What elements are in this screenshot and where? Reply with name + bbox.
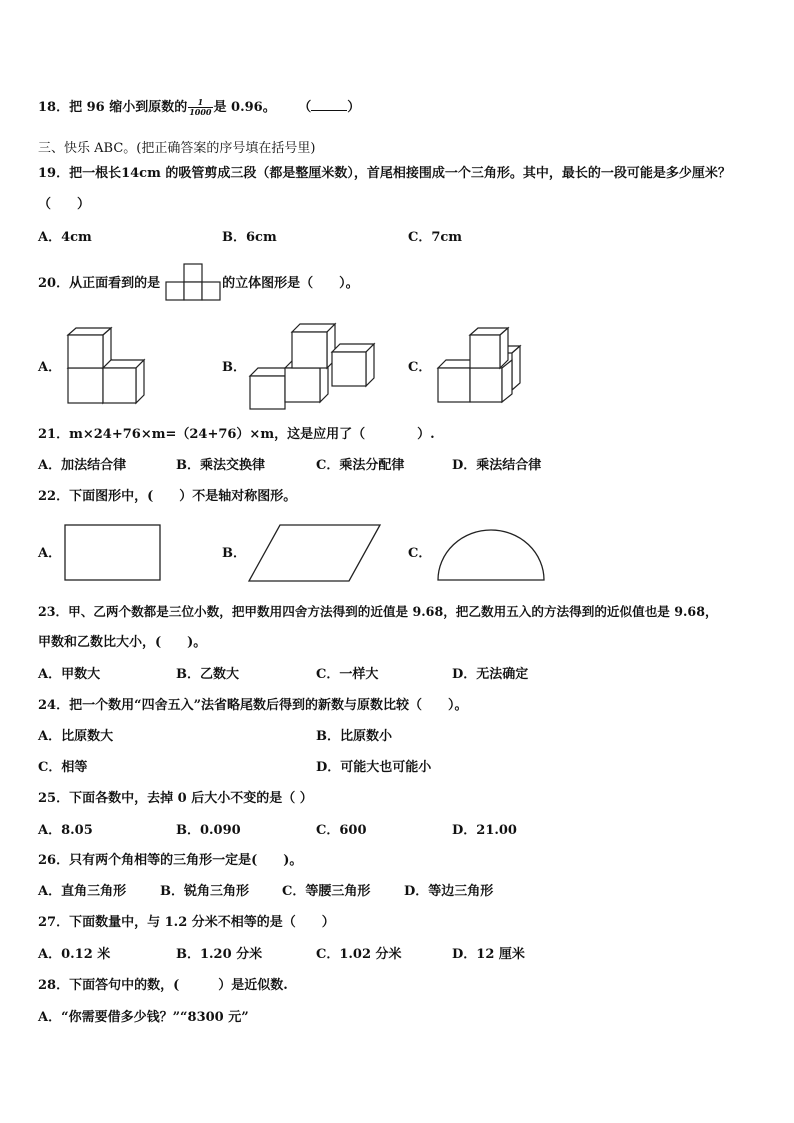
question-28: 28．下面答句中的数，( ）是近似数. (38, 978, 288, 993)
question-27: 27．下面数量中，与 1.2 分米不相等的是（ ） (38, 915, 335, 930)
question-24: 24．把一个数用“四舍五入”法省略尾数后得到的新数与原数比较（ ）。 (38, 698, 468, 713)
option-a[interactable]: A．4cm (38, 230, 92, 245)
option-d[interactable]: D．等边三角形 (404, 884, 494, 899)
option-c[interactable]: C．一样大 (316, 667, 379, 682)
option-c[interactable]: C． (408, 360, 432, 375)
option-a[interactable]: A．8.05 (38, 823, 93, 838)
fraction: $\frac{1}{1000}$ (189, 97, 212, 117)
option-a[interactable]: A．甲数大 (38, 667, 101, 682)
question-25: 25．下面各数中，去掉 0 后大小不变的是（ ） (38, 791, 313, 806)
answer-blank[interactable] (311, 98, 347, 111)
option-b[interactable]: B．乘法交换律 (176, 458, 265, 473)
question-19: 19．把一根长14cm 的吸管剪成三段（都是整厘米数），首尾相接围成一个三角形。其中，最长的一段可能是多少厘米？ (38, 166, 731, 181)
question-21: 21．m×24+76×m=（24+76）×m，这是应用了（ ）. (38, 427, 435, 442)
option-b[interactable]: B．0.090 (176, 823, 241, 838)
option-d[interactable]: D．乘法结合律 (452, 458, 542, 473)
option-b[interactable]: B． (222, 360, 246, 375)
option-b[interactable]: B．6cm (222, 230, 277, 245)
question-20: 20．从正面看到的是 的立体图形是（ ）。 (38, 276, 359, 291)
cube-figure-b (248, 324, 378, 412)
option-a[interactable]: A．“你需要借多少钱？”“8300 元” (38, 1010, 249, 1025)
section-heading: 三、快乐 ABC。(把正确答案的序号填在括号里) (38, 141, 316, 156)
option-d[interactable]: D．可能大也可能小 (316, 760, 432, 775)
option-c[interactable]: C．等腰三角形 (282, 884, 371, 899)
rectangle-shape (64, 524, 164, 584)
option-a[interactable]: A． (38, 546, 62, 561)
answer-paren[interactable]: （ ） (38, 197, 91, 212)
option-b[interactable]: B．比原数小 (316, 729, 392, 744)
option-c[interactable]: C．600 (316, 823, 367, 838)
option-d[interactable]: D．无法确定 (452, 667, 529, 682)
option-d[interactable]: D．12 厘米 (452, 947, 525, 962)
option-b[interactable]: B．锐角三角形 (160, 884, 249, 899)
option-c[interactable]: C．1.02 分米 (316, 947, 402, 962)
semicircle-shape (436, 528, 548, 584)
option-a[interactable]: A． (38, 360, 62, 375)
option-b[interactable]: B．1.20 分米 (176, 947, 263, 962)
front-view-figure (164, 264, 224, 304)
cube-figure-c (436, 328, 526, 408)
question-18: 18．把 96 缩小到原数的 $\frac{1}{1000}$ 是 0.96。 （ ） (38, 97, 361, 117)
parallelogram-shape (248, 524, 384, 584)
option-c[interactable]: C．7cm (408, 230, 463, 245)
question-23-cont: 甲数和乙数比大小，( )。 (38, 635, 207, 650)
option-a[interactable]: A．0.12 米 (38, 947, 111, 962)
question-26: 26．只有两个角相等的三角形一定是( )。 (38, 853, 303, 868)
question-22: 22．下面图形中，( ）不是轴对称图形。 (38, 489, 297, 504)
option-a[interactable]: A．比原数大 (38, 729, 114, 744)
option-b[interactable]: B． (222, 546, 246, 561)
question-23: 23．甲、乙两个数都是三位小数，把甲数用四舍方法得到的近值是 9.68，把乙数用五入的方法得到的近似值也是 9.68， (38, 604, 718, 619)
option-d[interactable]: D．21.00 (452, 823, 517, 838)
option-c[interactable]: C．相等 (38, 760, 88, 775)
option-a[interactable]: A．加法结合律 (38, 458, 127, 473)
option-c[interactable]: C． (408, 546, 432, 561)
cube-figure-a (66, 328, 148, 408)
option-b[interactable]: B．乙数大 (176, 667, 239, 682)
option-c[interactable]: C．乘法分配律 (316, 458, 405, 473)
option-a[interactable]: A．直角三角形 (38, 884, 127, 899)
